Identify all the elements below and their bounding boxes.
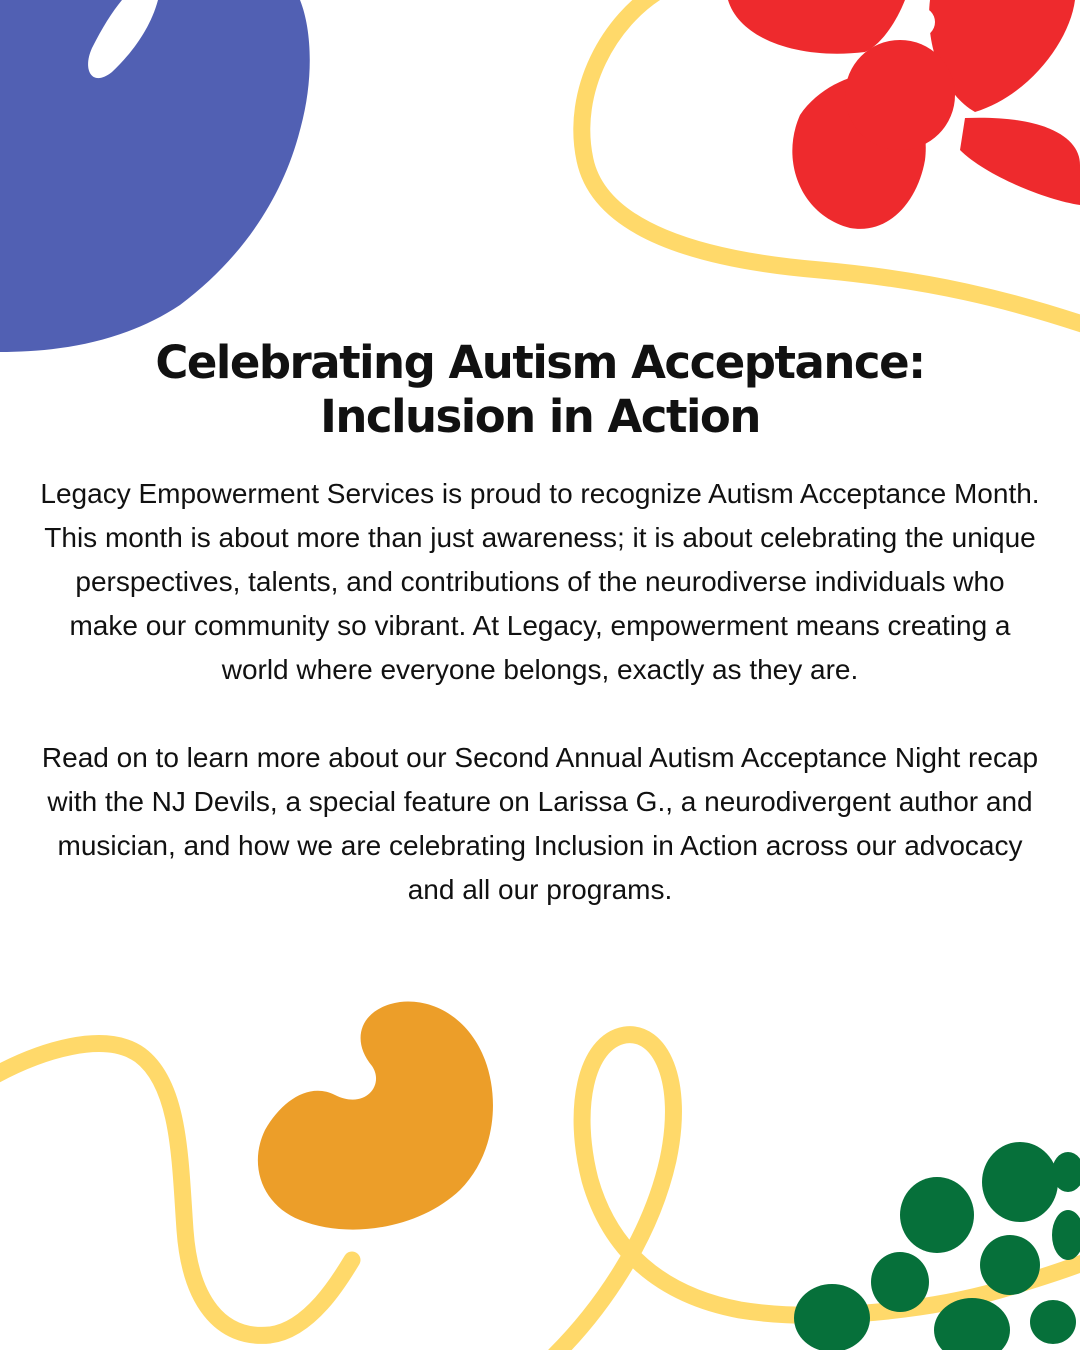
title-line-1: Celebrating Autism Acceptance: [155, 336, 925, 389]
page-title [40, 336, 1040, 444]
red-flower-center-shape [905, 7, 935, 37]
title-line-2: Inclusion in Action [320, 390, 760, 443]
green-dot [1030, 1300, 1076, 1344]
orange-blob-shape [258, 1002, 493, 1230]
green-dots-cluster [794, 1142, 1080, 1350]
intro-paragraph: Legacy Empowerment Services is proud to recognize Autism Acceptance Month. This month is about more than just awareness; it is about celebrating the unique perspectives, talents, and contributions of the neurodiverse individuals who make our community so vibrant. At Legacy, empowerment means creating a world where everyone belongs, exactly as they are. [40, 478, 1040, 685]
green-dot [900, 1177, 974, 1253]
main-content [40, 336, 1040, 912]
blue-blob-shape [0, 0, 310, 352]
green-dot [1052, 1210, 1080, 1260]
preview-paragraph: Read on to learn more about our Second Annual Autism Acceptance Night recap with the NJ Devils, a special feature on Larissa G., a neurodivergent author and musician, and how we are celebrating Inclusion in Action across our advocacy and all our programs. [41, 742, 1039, 905]
green-dot [982, 1142, 1058, 1222]
red-flower-shape [728, 0, 1080, 229]
green-dot [794, 1284, 870, 1350]
green-dot [980, 1235, 1040, 1295]
green-dot [871, 1252, 929, 1312]
